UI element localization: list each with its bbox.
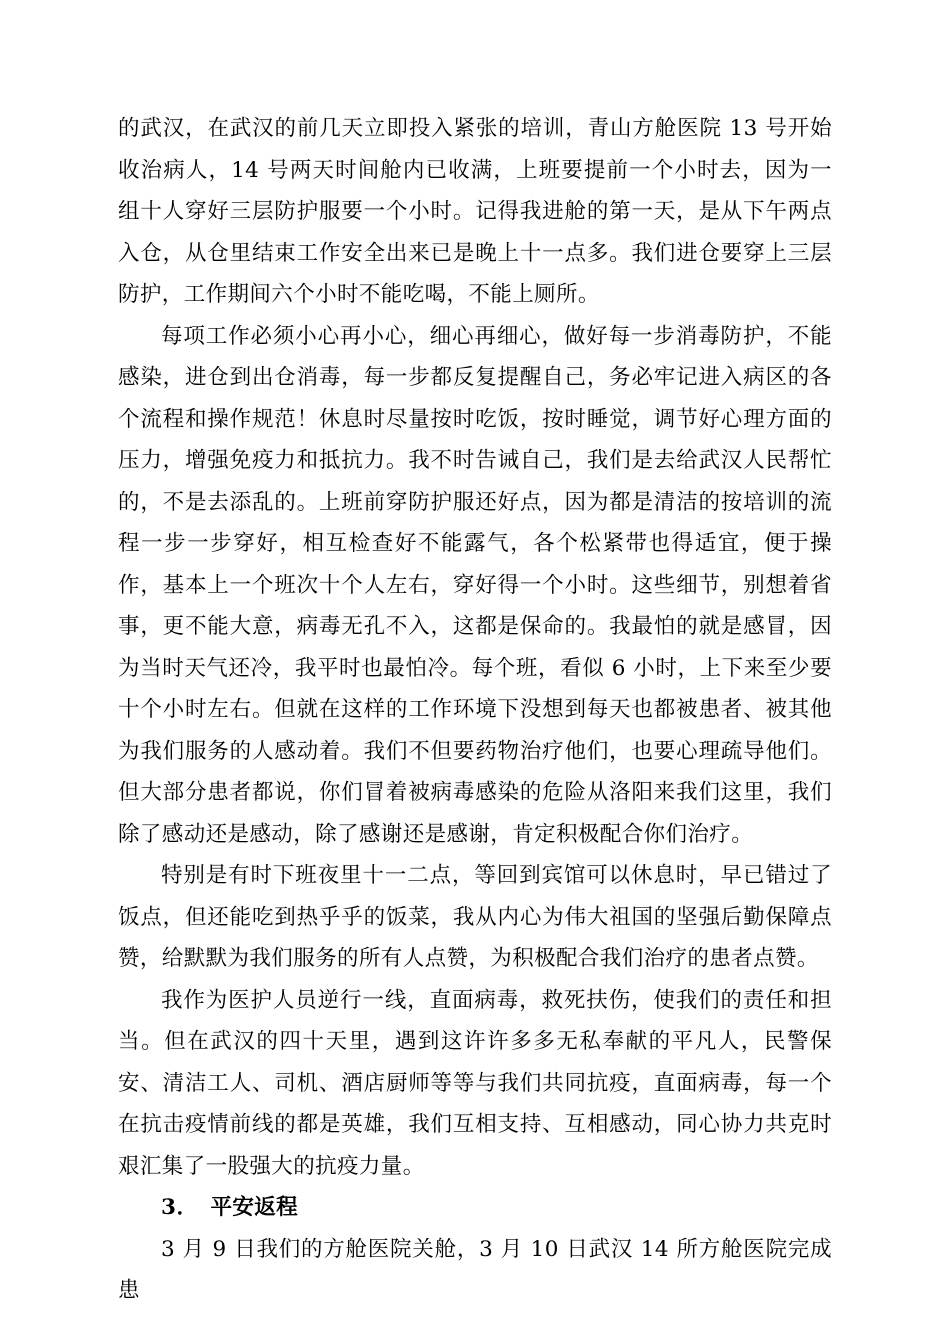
- section-number: 3．: [161, 1195, 199, 1220]
- paragraph-frontline: 我作为医护人员逆行一线，直面病毒，救死扶伤，使我们的责任和担当。但在武汉的四十天里，遇到这许许多多无私奉献的平凡人，民警保安、清洁工人、司机、酒店厨师等等与我们共同抗疫，直面病毒，每一个在抗击疫情前线的都是英雄，我们互相支持、互相感动，同心协力共克时艰汇集了一股强大的抗疫力量。: [118, 987, 832, 1179]
- paragraph-return-home: 3 月 9 日我们的方舱医院关舱，3 月 10 日武汉 14 所方舱医院完成患: [118, 1236, 832, 1303]
- section-title: 平安返程: [210, 1195, 299, 1220]
- paragraph-meals: 特别是有时下班夜里十一二点，等回到宾馆可以休息时，早已错过了饭点，但还能吃到热乎乎的饭菜，我从内心为伟大祖国的坚强后勤保障点赞，给默默为我们服务的所有人点赞，为积极配合我们治疗的患者点赞。: [118, 863, 832, 971]
- paragraph-continuation: 的武汉，在武汉的前几天立即投入紧张的培训，青山方舱医院 13 号开始收治病人，14 号两天时间舱内已收满，上班要提前一个小时去，因为一组十人穿好三层防护服要一个小时。记得我进舱的第一天，是从下午两点入仓，从仓里结束工作安全出来已是晚上十一点多。我们进仓要穿上三层防护，工作期间六个小时不能吃喝，不能上厕所。: [118, 116, 832, 307]
- paragraph-work-details: 每项工作必须小心再小心，细心再细心，做好每一步消毒防护，不能感染，进仓到出仓消毒，每一步都反复提醒自己，务必牢记进入病区的各个流程和操作规范！休息时尽量按时吃饭，按时睡觉，调节好心理方面的压力，增强免疫力和抵抗力。我不时告诫自己，我们是去给武汉人民帮忙的，不是去添乱的。上班前穿防护服还好点，因为都是清洁的按培训的流程一步一步穿好，相互检查好不能露气，各个松紧带也得适宜，便于操作，基本上一个班次十个人左右，穿好得一个小时。这些细节，别想着省事，更不能大意，病毒无孔不入，这都是保命的。我最怕的就是感冒，因为当时天气还冷，我平时也最怕冷。每个班，看似 6 小时，上下来至少要十个小时左右。但就在这样的工作环境下没想到每天也都被患者、被其他为我们服务的人感动着。我们不但要药物治疗他们，也要心理疏导他们。但大部分患者都说，你们冒着被病毒感染的危险从洛阳来我们这里，我们除了感动还是感动，除了感谢还是感谢，肯定积极配合你们治疗。: [118, 323, 832, 847]
- section-heading-3: [118, 1187, 832, 1229]
- document-body: [118, 108, 832, 1312]
